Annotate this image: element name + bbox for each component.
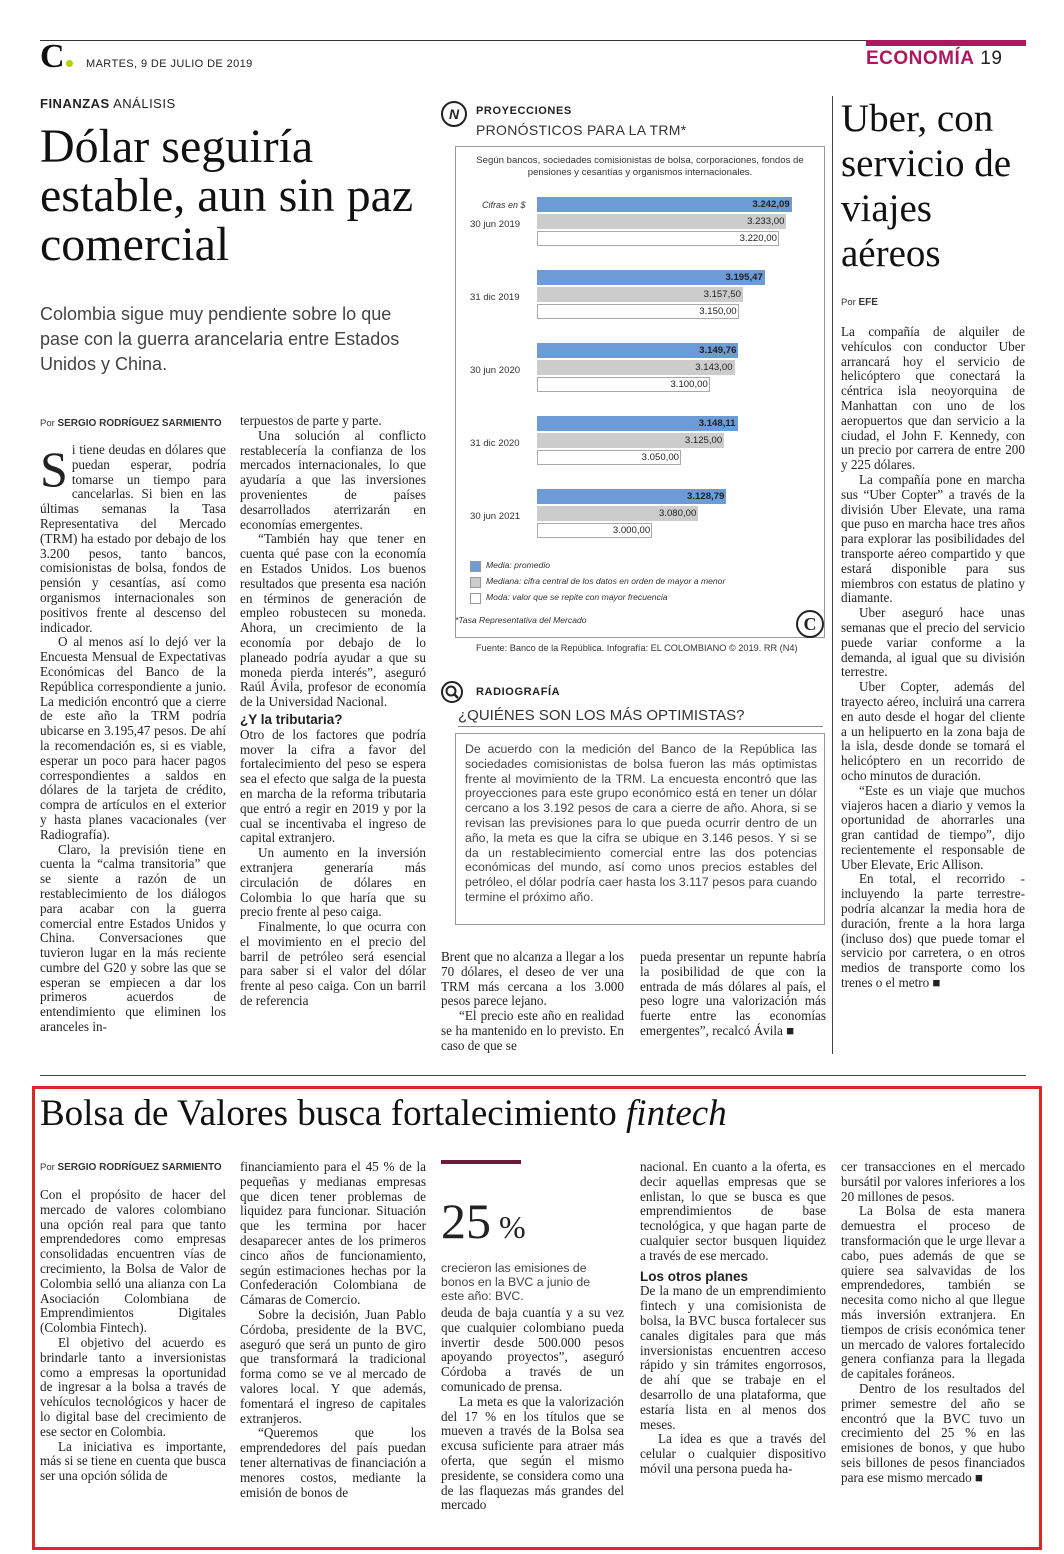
paragraph: “Este es un viaje que muchos viajeros hacen a diario y vemos la oportunidad de ahorrarles una gran cantidad de tiempo”, dijo recientemente el responsable de Uber Elevate, Eric Allison. [841, 782, 1025, 872]
article-column-1 [40, 443, 226, 1035]
article-kicker: FINANZAS ANÁLISIS [40, 96, 176, 111]
paragraph: “Queremos que los emprendedores del país puedan tener alternativas de financiación a menores costos, mediante la emisión de bonos de [240, 1425, 426, 1500]
paragraph: O al menos así lo dejó ver la Encuesta Mensual de Expectativas Económicas del Banco de la República correspondiente a junio. La medición encontró que a cierre de este año la TRM podría ubicarse en 3.195,47 pesos. De ahí la recomendación es, si es viable, esperar un poco para hacer pagos correspondientes a saldos en dólares de la tarjeta de crédito, compra de artículos en el exterior y hasta planes vacacionales (ver Radiografía). [40, 634, 226, 842]
pullquote-number: 25 % [441, 1193, 526, 1249]
paragraph: nacional. En cuanto a la oferta, es decir aquellas empresas que se enlistan, lo que se busca es que emprendimientos de base tecnológica, y que hagan parte de cualquier sector busquen liquidez a través de ese mercado. [640, 1159, 826, 1263]
paragraph: “El precio este año en realidad se ha mantenido en lo previsto. En caso de que se [441, 1008, 624, 1053]
article-column-3 [441, 950, 624, 1054]
chart-logo-icon: C [796, 610, 824, 638]
radiografia-title: ¿QUIÉNES SON LOS MÁS OPTIMISTAS? [458, 707, 823, 727]
chart-note: Según bancos, sociedades comisionistas de bolsa, corporaciones, fondos de pensiones y cesantías y organismos internacionales. [476, 155, 804, 178]
chart-value-label: 3.128,79 [687, 491, 725, 502]
paragraph: En total, el recorrido -incluyendo la parte terrestre- podría alcanzar la media hora de duración, frente a la hora larga (incluso dos) que puede tomar el servicio por carretera, o en otros medios de transporte como los trenes o el metro ■ [841, 871, 1025, 991]
page-number: 19 [980, 48, 1003, 69]
chart-value-label: 3.149,76 [699, 345, 737, 356]
chart-value-label: 3.125,00 [684, 435, 723, 446]
paragraph: deuda de baja cuantía y a su vez que cualquier colombiano pueda invertir desde 500.000 pesos apoyando proyectos”, aseguró Córdoba a través de un comunicado de prensa. [441, 1305, 624, 1394]
section-separator [40, 1075, 1026, 1076]
paragraph: La meta es que la valorización del 17 % en los títulos que se mueven a través de la Bolsa sea excusa suficiente para atraer más oferta, que según el mismo presidente, se considera como una de las flaquezas más grandes del mercado [441, 1393, 624, 1513]
paragraph: financiamiento para el 45 % de la pequeñas y medianas empresas que dicen tener problemas de liquidez para funcionar. Situación que les termina por hacer desaparecer antes de los primeros cinco años de funcionamiento, según estimaciones hechas por la Confederación Colombiana de Cámaras de Comercio. [240, 1159, 426, 1308]
chart-value-label: 3.220,00 [739, 233, 777, 244]
chart-category-label: 31 dic 2020 [470, 438, 520, 449]
newspaper-logo: C [40, 42, 73, 72]
chart-value-label: 3.143,00 [695, 362, 733, 373]
chart-title: PRONÓSTICOS PARA LA TRM* [476, 122, 687, 138]
bolsa-column-5 [841, 1160, 1025, 1486]
paragraph: Finalmente, lo que ocurra con el movimiento en el precio del barril de petróleo será esencial para saber si el valor del dólar frente al peso caiga. Con un barril de referencia [240, 919, 426, 1009]
pullquote-caption: crecieron las emisiones de bonos en la BVC a junio de este año: BVC. [441, 1261, 591, 1303]
paragraph: La compañía de alquiler de vehículos con conductor Uber arrancará hoy el servicio de helicóptero que conectará la céntrica isla neoyorquina de Manhattan con uno de los aeropuertos que dan servicio a la ciudad, el John F. Kennedy, con un precio por carrera de entre 200 y 225 dólares. [841, 324, 1025, 473]
radiografia-kicker: RADIOGRAFÍA [476, 686, 561, 698]
article-headline: Dólar seguiría estable, aun sin paz comercial [40, 120, 414, 271]
chart-category-label: 30 jun 2020 [470, 365, 521, 376]
chart-category-label: 31 dic 2019 [470, 292, 520, 303]
paragraph: terpuestos de parte y parte. [240, 413, 382, 428]
paragraph: La Bolsa de esta manera demuestra el proceso de transformación que le urge llevar a cabo, pues además de que se quiere sea salvavidas de los emprendedores, también se necesita como nicho al que llegue más inversión extranjera. En tiempos de crisis económica tener un mercado de valores fortalecido genera confianza para la llegada de capitales foráneos. [841, 1203, 1025, 1382]
chart-value-label: 3.195,47 [725, 272, 763, 283]
chart-value-label: 3.150,00 [699, 306, 737, 317]
paragraph: Uber Copter, además del trayecto aéreo, incluirá una carrera en auto desde el hogar del cliente a un helipuerto en la zona baja de la isla, desde donde se tomará el helicóptero en un recorrido de ocho minutos de duración. [841, 679, 1025, 783]
legend-swatch [470, 561, 481, 572]
paragraph: La idea es que a través del celular o cualquier dispositivo móvil una persona pueda ha- [640, 1431, 826, 1476]
chart-kicker: PROYECCIONES [476, 105, 572, 117]
paragraph: Brent que no alcanza a llegar a los 70 dólares, el deseo de ver una TRM más cercana a los 3.000 pesos parece lejano. [441, 949, 624, 1009]
chart-value-label: 3.148,11 [698, 418, 736, 429]
paragraph: cer transacciones en el mercado bursátil por valores inferiores a los 20 millones de pesos. [841, 1159, 1025, 1204]
magnifier-icon [441, 681, 463, 703]
paragraph: Una solución al conflicto restablecería la confianza de los mercados internacionales, lo que ayudaría a que las inversiones provenientes de países desarrollados aterrizarán en economías emergentes. [240, 427, 426, 532]
bolsa-column-4 [640, 1160, 826, 1477]
paragraph: De la mano de un emprendimiento fintech y una comisionista de bolsa, la BVC busca fortalecer sus canales digitales para que más inversionistas encuentren acceso rápido y sin trámites engorrosos, de ahí que se trabaje en el desarrollo de una plataforma, que estaría lista en al menos dos meses. [640, 1283, 826, 1432]
uber-body [841, 325, 1025, 991]
chart-value-label: 3.000,00 [612, 525, 651, 536]
section-title: ECONOMÍA 19 [866, 48, 1003, 69]
legend-swatch [470, 593, 481, 604]
chart-value-label: 3.050,00 [641, 452, 680, 463]
chart-value-label: 3.157,50 [703, 289, 741, 300]
pullquote-bar [441, 1160, 521, 1164]
paragraph: La iniciativa es importante, más si se tiene en cuenta que busca ser una opción sólida de [40, 1438, 226, 1484]
paragraph: Sobre la decisión, Juan Pablo Córdoba, presidente de la BVC, aseguró que será un punto de giro que transformará la tradicional forma como se ve al mercado de valores local. Y que además, fomentará el ingreso de capitales extranjeros. [240, 1306, 426, 1426]
bolsa-headline: Bolsa de Valores busca fortalecimiento fintech [40, 1093, 727, 1134]
paragraph: Dentro de los resultados del primer semestre del año se encontró que la BVC tuvo un crecimiento del 25 % en las emisiones de bonos, y que hubo seis billones de pesos financiados para ese mismo mercado ■ [841, 1380, 1025, 1485]
paragraph: i tiene deudas en dólares que puedan esperar, podría tomarse un tiempo para cancelarlas. Si bien en las últimas semanas la Tasa Representativa del Mercado (TRM) ha estado por debajo de los 3.200 pesos, tanto bancos, comisionistas de bolsa, fondos de pensión y cesantías, así como organismos internacionales son positivos frente al descenso del indicador. [40, 442, 226, 635]
paragraph: pueda presentar un repunte habría la posibilidad de que con la entrada de más dólares al país, el peso logre una valorización más fuerte entre las economías emergentes”, recalcó Ávila ■ [640, 949, 826, 1038]
chart-category-label: 30 jun 2019 [470, 219, 521, 230]
paragraph: Uber aseguró hace unas semanas que el precio del servicio puede variar conforme a la demanda, al igual que su división terrestre. [841, 605, 1025, 680]
bolsa-column-2 [240, 1160, 426, 1500]
article-column-4 [640, 950, 826, 1039]
paragraph: Claro, la previsión tiene en cuenta la “calma transitoria” que se siente a razón de un restablecimiento de los diálogos para acabar con la guerra comercial entre Estados Unidos y China. Conversaciones que tuvieron lugar en la más reciente cumbre del G20 y sobre las que se esperan se empiecen a dar los primeros acuerdos de entendimiento que eliminen los aranceles in- [40, 841, 226, 1035]
issue-date: MARTES, 9 DE JULIO DE 2019 [86, 58, 253, 70]
chart-units: Cifras en $ [482, 200, 526, 210]
bolsa-byline: Por SERGIO RODRÍGUEZ SARMIENTO [40, 1162, 222, 1173]
uber-headline: Uber, con servicio de viajes aéreos [841, 97, 1012, 275]
dropcap: S [40, 441, 68, 497]
paragraph: “También hay que tener en cuenta qué pase con la economía en Estados Unidos. Los buenos resultados que presenta esa nación en términos de generación de empleo robustecen su moneda. Ahora, un crecimiento de la economía por debajo de lo planeado podría ayudar a que su moneda pierda interés”, aseguró Raúl Ávila, profesor de economía de la Universidad Nacional. [240, 531, 426, 710]
section-color-bar [866, 40, 1026, 46]
radiografia-text: De acuerdo con la medición del Banco de la República las sociedades comisionistas de bolsa fueron las más optimistas frente al movimiento de la TRM. La encuesta encontró que las proyecciones para este grupo económico está en tener un dólar cercano a los 3.192 pesos de cara a cierre de año. Ahora, si se revisan las previsiones para lo que pueda ocurrir dentro de un año, la meta es que la cifra se ubique en 3.146 pesos. Y si se da un restablecimiento comercial entre las dos potencias económicas del mundo, así como unos precios estables del petróleo, el dólar podría caer hasta los 3.117 pesos para cuando termine el próximo año. [465, 742, 817, 904]
legend-swatch [470, 577, 481, 588]
chart-value-label: 3.233,00 [747, 216, 785, 227]
article-byline: Por SERGIO RODRÍGUEZ SARMIENTO [40, 418, 222, 429]
chart-category-label: 30 jun 2021 [470, 511, 521, 522]
article-subhead: ¿Y la tributaria? [240, 711, 343, 727]
article-column-2 [240, 414, 426, 1009]
paragraph: Otro de los factores que podría mover la cifra a favor del fortalecimiento del peso se espera sea el efecto que salga de la puesta en marcha de la reforma tributaria que entró a regir en 2019 y por la cual se incentivaba el ingreso de capital extranjero. [240, 726, 426, 846]
bolsa-column-1 [40, 1188, 226, 1484]
article-dek: Colombia sigue muy pendiente sobre lo que pase con la guerra arancelaria entre Estados Unidos y China. [40, 304, 400, 374]
bolsa-column-3 [441, 1306, 624, 1513]
projections-icon: N [441, 101, 467, 127]
paragraph: El objetivo del acuerdo es brindarle tanto a inversionistas como a empresas la oportunidad de ingresar a la bolsa a través de vehículos tecnológicos y hacer de lo digital base del crecimiento de ese sector en Colombia. [40, 1334, 226, 1439]
legend-label: Mediana: cifra central de los datos en orden de mayor a menor [486, 576, 726, 586]
paragraph: Con el propósito de hacer del mercado de valores colombiano una opción real para que tanto emprendedores como empresas consolidadas encuentren vías de crecimiento, la Bolsa de Valor de Colombia selló una alianza con La Asociación Colombiana de Emprendimientos Digitales (Colombia Fintech). [40, 1187, 226, 1336]
logo-dot-icon [66, 60, 73, 67]
chart-value-label: 3.080,00 [658, 508, 697, 519]
column-divider [832, 96, 833, 1054]
chart-source: Fuente: Banco de la República. Infografía: EL COLOMBIANO © 2019. RR (N4) [476, 643, 798, 653]
bolsa-subhead: Los otros planes [640, 1268, 749, 1284]
paragraph: La compañía pone en marcha sus “Uber Copter” a través de la división Uber Elevate, una rama que puso en marcha hace tres años para explorar las posibilidades del transporte aéreo compartido y que estará disponible para sus miembros con estatus de platino y diamante. [841, 471, 1025, 606]
legend-label: Media: promedio [486, 560, 551, 570]
legend-label: Moda: valor que se repite con mayor frecuencia [486, 592, 668, 602]
chart-value-label: 3.242,09 [752, 199, 790, 210]
chart-value-label: 3.100,00 [670, 379, 708, 390]
chart-footnote: *Tasa Representativa del Mercado [455, 615, 587, 625]
uber-byline: Por EFE [841, 297, 878, 308]
paragraph: Un aumento en la inversión extranjera generaría más circulación de dólares en Colombia lo que haría que su precio frente al peso caiga. [240, 845, 426, 920]
